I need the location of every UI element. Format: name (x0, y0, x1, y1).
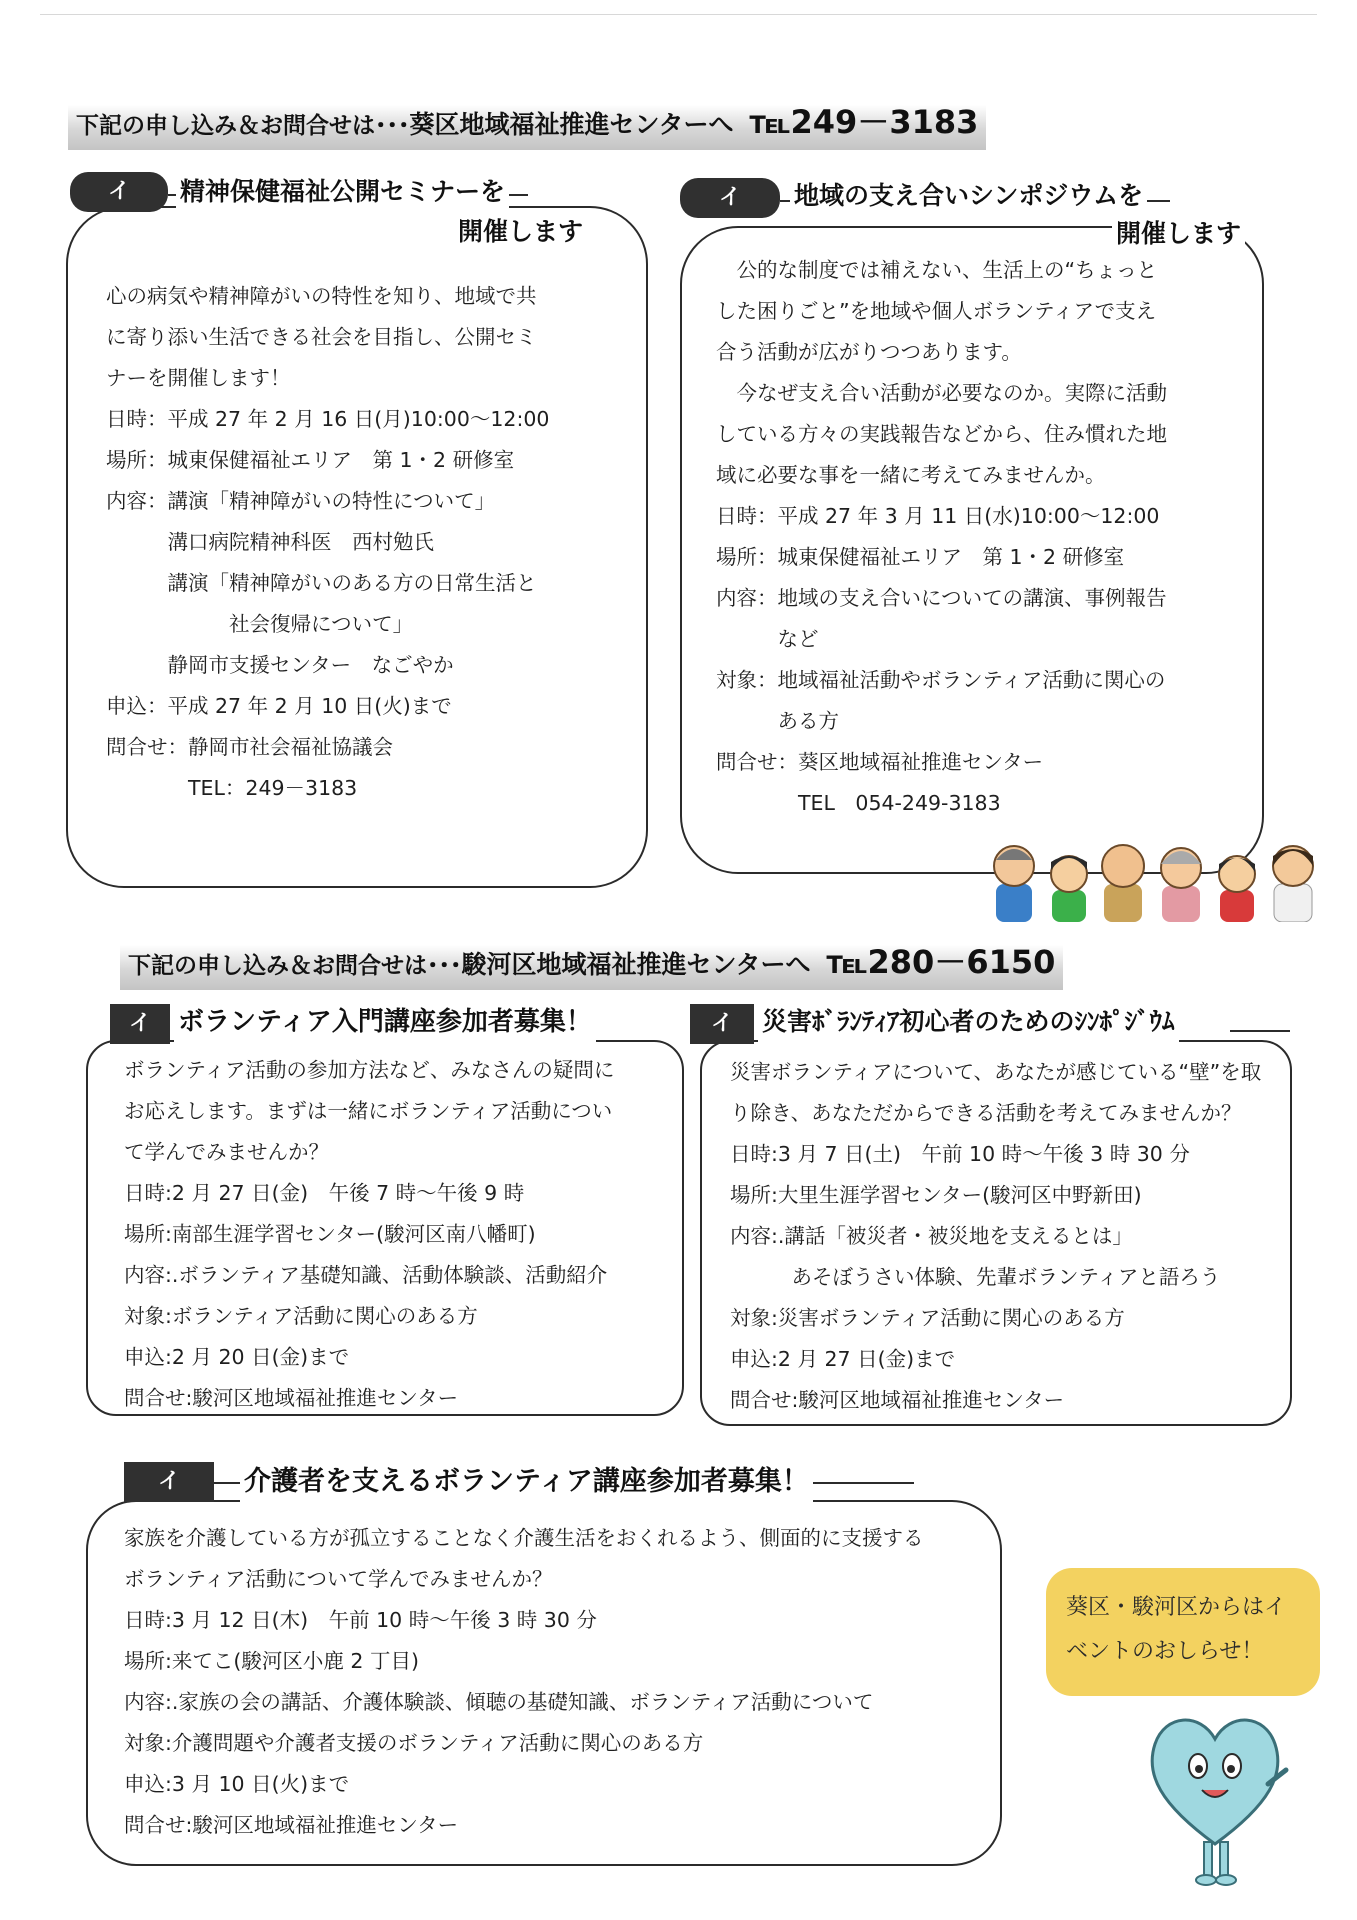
symposium-line: 場所：城東保健福祉エリア 第 1・2 研修室 (716, 545, 1125, 569)
caregiver-line: 家族を介護している方が孤立することなく介護生活をおくれるよう、側面的に支援する (124, 1526, 924, 1550)
disaster-line: 申込:2 月 27 日(金)まで (730, 1347, 956, 1371)
caregiver-line: 問合せ:駿河区地域福祉推進センター (124, 1813, 459, 1837)
person-figure (1102, 845, 1144, 922)
seminar-line: TEL：249－3183 (106, 776, 358, 800)
caregiver-line: 対象:介護問題や介護者支援のボランティア活動に関心のある方 (124, 1731, 704, 1755)
disaster-header-line (1230, 1030, 1290, 1032)
symposium-line: ある方 (716, 709, 839, 733)
aoi-contact-center: 葵区地域福祉推進センターへ (409, 110, 734, 139)
disaster-line: 対象:災害ボランティア活動に関心のある方 (730, 1306, 1125, 1330)
event-notice-line2: ベントのおしらせ！ (1066, 1639, 1264, 1664)
symposium-line: 問合せ：葵区地域福祉推進センター (716, 750, 1044, 774)
seminar-body (106, 276, 549, 809)
person-figure (1051, 856, 1087, 922)
caregiver-title: 介護者を支えるボランティア講座参加者募集！ (240, 1462, 813, 1502)
disaster-line: あそぼうさい体験、先輩ボランティアと語ろう (730, 1265, 1221, 1289)
seminar-tag: イ (70, 172, 168, 212)
intro-course-line: 申込:2 月 20 日(金)まで (124, 1345, 350, 1369)
caregiver-tag: イ (124, 1462, 214, 1502)
aoi-contact-lead: 下記の申し込み＆お問合せは･･･ (76, 113, 410, 139)
disaster-body (730, 1052, 1261, 1421)
seminar-line: に寄り添い生活できる社会を目指し、公開セミ (106, 325, 537, 349)
caregiver-line: 場所:来てこ(駿河区小鹿 2 丁目) (124, 1649, 419, 1673)
caregiver-line: 申込:3 月 10 日(火)まで (124, 1772, 350, 1796)
seminar-line: 講演「精神障がいのある方の日常生活と (106, 571, 537, 595)
symposium-line: 日時：平成 27 年 3 月 11 日(水)10:00～12:00 (716, 504, 1160, 528)
top-rule (40, 14, 1317, 15)
caregiver-line: 内容:.家族の会の講話、介護体験談、傾聴の基礎知識、ボランティア活動について (124, 1690, 874, 1714)
intro-course-line: 日時:2 月 27 日(金) 午後 7 時～午後 9 時 (124, 1181, 525, 1205)
symposium-line: 今なぜ支え合い活動が必要なのか。実際に活動 (716, 381, 1167, 405)
disaster-line: 問合せ:駿河区地域福祉推進センター (730, 1388, 1065, 1412)
symposium-line: 合う活動が広がりつつあります。 (716, 340, 1022, 364)
disaster-line: 内容:.講話「被災者・被災地を支えるとは」 (730, 1224, 1133, 1248)
symposium-line: した困りごと”を地域や個人ボランティアで支え (716, 299, 1157, 323)
intro-course-line: て学んでみませんか？ (124, 1140, 329, 1164)
disaster-tag: イ (690, 1004, 754, 1044)
disaster-title: 災害ﾎﾞﾗﾝﾃｨｱ初心者のためのｼﾝﾎﾟｼﾞｳﾑ (758, 1002, 1179, 1042)
seminar-line: 社会復帰について」 (106, 612, 414, 636)
symposium-line: 対象：地域福祉活動やボランティア活動に関心の (716, 668, 1166, 692)
symposium-line: など (716, 627, 819, 651)
seminar-line: ナーを開催します！ (106, 366, 291, 390)
intro-course-line: 場所:南部生涯学習センター(駿河区南八幡町) (124, 1222, 536, 1246)
event-notice-line1: 葵区・駿河区からはイ (1066, 1595, 1287, 1620)
seminar-title-line2: 開催します (454, 212, 587, 248)
seminar-line: 日時：平成 27 年 2 月 16 日(月)10:00～12:00 (106, 407, 550, 431)
disaster-line: 場所:大里生涯学習センター(駿河区中野新田) (730, 1183, 1142, 1207)
seminar-line: 静岡市支援センター なごやか (106, 653, 454, 677)
person-figure (994, 846, 1034, 922)
person-figure (1219, 856, 1255, 922)
symposium-title-line2: 開催します (1112, 214, 1245, 250)
suruga-contact-center: 駿河区地域福祉推進センターへ (461, 950, 811, 979)
disaster-line: り除き、あなただからできる活動を考えてみませんか？ (730, 1101, 1242, 1125)
people-illustration-icon (990, 832, 1326, 922)
person-figure (1161, 848, 1201, 922)
disaster-line: 日時:3 月 7 日(土) 午前 10 時～午後 3 時 30 分 (730, 1142, 1190, 1166)
aoi-contact-tel: ℡249－3183 (749, 103, 979, 141)
seminar-title-line1: 精神保健福祉公開セミナーを (176, 172, 509, 208)
seminar-line: 申込：平成 27 年 2 月 10 日(火)まで (106, 694, 452, 718)
caregiver-body (124, 1518, 924, 1846)
intro-course-body (124, 1050, 614, 1419)
seminar-line: 溝口病院精神科医 西村勉氏 (106, 530, 434, 554)
symposium-line: TEL 054-249-3183 (716, 791, 1001, 815)
seminar-line: 場所：城東保健福祉エリア 第 1・2 研修室 (106, 448, 515, 472)
suruga-contact-lead: 下記の申し込み＆お問合せは･･･ (128, 953, 462, 979)
intro-course-tag: イ (110, 1004, 170, 1044)
intro-course-line: 問合せ:駿河区地域福祉推進センター (124, 1386, 459, 1410)
aoi-contact-bar (68, 100, 986, 150)
symposium-title-line1: 地域の支え合いシンポジウムを (790, 176, 1147, 212)
seminar-line: 心の病気や精神障がいの特性を知り、地域で共 (106, 284, 537, 308)
intro-course-line: お応えします。まずは一緒にボランティア活動につい (124, 1099, 613, 1123)
intro-course-title: ボランティア入門講座参加者募集！ (174, 1002, 596, 1042)
person-figure (1273, 846, 1313, 922)
symposium-line: 域に必要な事を一緒に考えてみませんか。 (716, 463, 1106, 487)
seminar-line: 問合せ：静岡市社会福祉協議会 (106, 735, 393, 759)
event-notice-box (1046, 1568, 1320, 1696)
seminar-line: 内容：講演「精神障がいの特性について」 (106, 489, 496, 513)
intro-course-line: 内容:.ボランティア基礎知識、活動体験談、活動紹介 (124, 1263, 608, 1287)
disaster-line: 災害ボランティアについて、あなたが感じている“壁”を取 (730, 1060, 1262, 1084)
symposium-line: している方々の実践報告などから、住み慣れた地 (716, 422, 1167, 446)
symposium-line: 内容：地域の支え合いについての講演、事例報告 (716, 586, 1167, 610)
caregiver-line: 日時:3 月 12 日(木) 午前 10 時～午後 3 時 30 分 (124, 1608, 597, 1632)
symposium-tag: イ (680, 178, 780, 218)
symposium-line: 公的な制度では補えない、生活上の“ちょっと (716, 258, 1158, 282)
suruga-contact-tel: ℡280－6150 (826, 943, 1056, 981)
intro-course-line: 対象:ボランティア活動に関心のある方 (124, 1304, 478, 1328)
heart-mascot-icon (1140, 1694, 1290, 1894)
caregiver-line: ボランティア活動について学んでみませんか？ (124, 1567, 553, 1591)
intro-course-line: ボランティア活動の参加方法など、みなさんの疑問に (124, 1058, 615, 1082)
suruga-contact-bar (120, 940, 1063, 990)
symposium-body (716, 250, 1167, 824)
